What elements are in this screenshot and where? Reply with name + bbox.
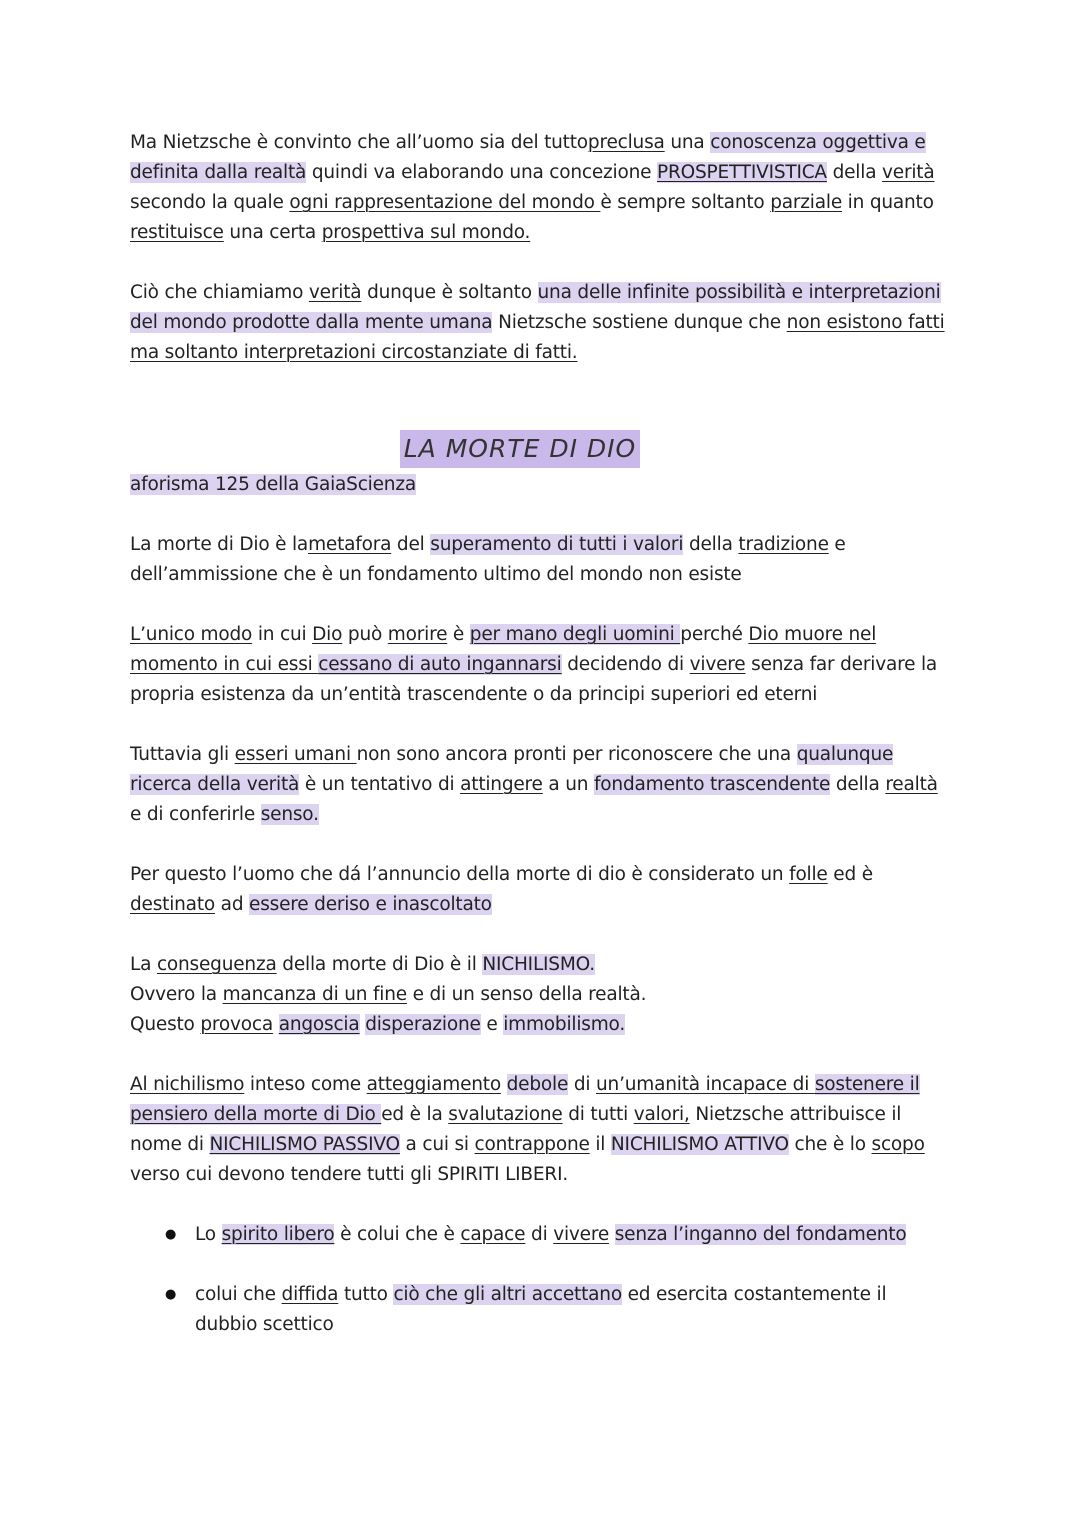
section-subtitle: aforisma 125 della GaiaScienza — [130, 474, 416, 495]
paragraph-tuttavia: Tuttavia gli esseri umani non sono ancora pronti per riconoscere che una qualunque ricerca della verità è un tentativo di attingere a un fondamento trascendente della realtà e di conferirle senso. — [130, 744, 938, 825]
list-item: ● colui che diffida tutto ciò che gli altri accettano ed esercita costantemente il dubbio scettico — [195, 1280, 950, 1340]
paragraph-metafora: La morte di Dio è lametafora del superamento di tutti i valori della tradizione e dell’ammissione che è un fondamento ultimo del mondo non esiste — [130, 534, 846, 585]
paragraph-unico-modo: L’unico modo in cui Dio può morire è per mano degli uomini perché Dio muore nel momento in cui essi cessano di auto ingannarsi decidendo di vivere senza far derivare la propria esistenza da un’entità trascendente o da principi superiori ed eterni — [130, 624, 938, 705]
document-page — [130, 128, 950, 1340]
paragraph-verita: Ciò che chiamiamo verità dunque è soltanto una delle infinite possibilità e interpretazioni del mondo prodotte dalla mente umana Nietzsche sostiene dunque che non esistono fatti ma soltanto interpretazioni circostanziate di fatti. — [130, 282, 945, 363]
paragraph-nichilismo: La conseguenza della morte di Dio è il NICHILISMO. Ovvero la mancanza di un fine e di un senso della realtà. Questo provoca angoscia disperazione e immobilismo. — [130, 954, 647, 1035]
spirito-libero-list — [130, 1220, 950, 1340]
section-title: LA MORTE DI DIO — [400, 430, 640, 468]
paragraph-prospettivismo: Ma Nietzsche è convinto che all’uomo sia del tuttopreclusa una conoscenza oggettiva e definita dalla realtà quindi va elaborando una concezione PROSPETTIVISTICA della verità secondo la quale ogni rappresentazione del mondo è sempre soltanto parziale in quanto restituisce una certa prospettiva sul mondo. — [130, 132, 935, 243]
paragraph-folle: Per questo l’uomo che dá l’annuncio della morte di dio è considerato un folle ed è destinato ad essere deriso e inascoltato — [130, 864, 873, 915]
paragraph-nichilismo-passivo-attivo: Al nichilismo inteso come atteggiamento debole di un’umanità incapace di sostenere il pensiero della morte di Dio ed è la svalutazione di tutti valori, Nietzsche attribuisce il nome di NICHILISMO PASSIVO a cui si contrappone il NICHILISMO ATTIVO che è lo scopo verso cui devono tendere tutti gli SPIRITI LIBERI. — [130, 1074, 925, 1185]
list-item: ● Lo spirito libero è colui che è capace di vivere senza l’inganno del fondamento — [195, 1220, 950, 1250]
